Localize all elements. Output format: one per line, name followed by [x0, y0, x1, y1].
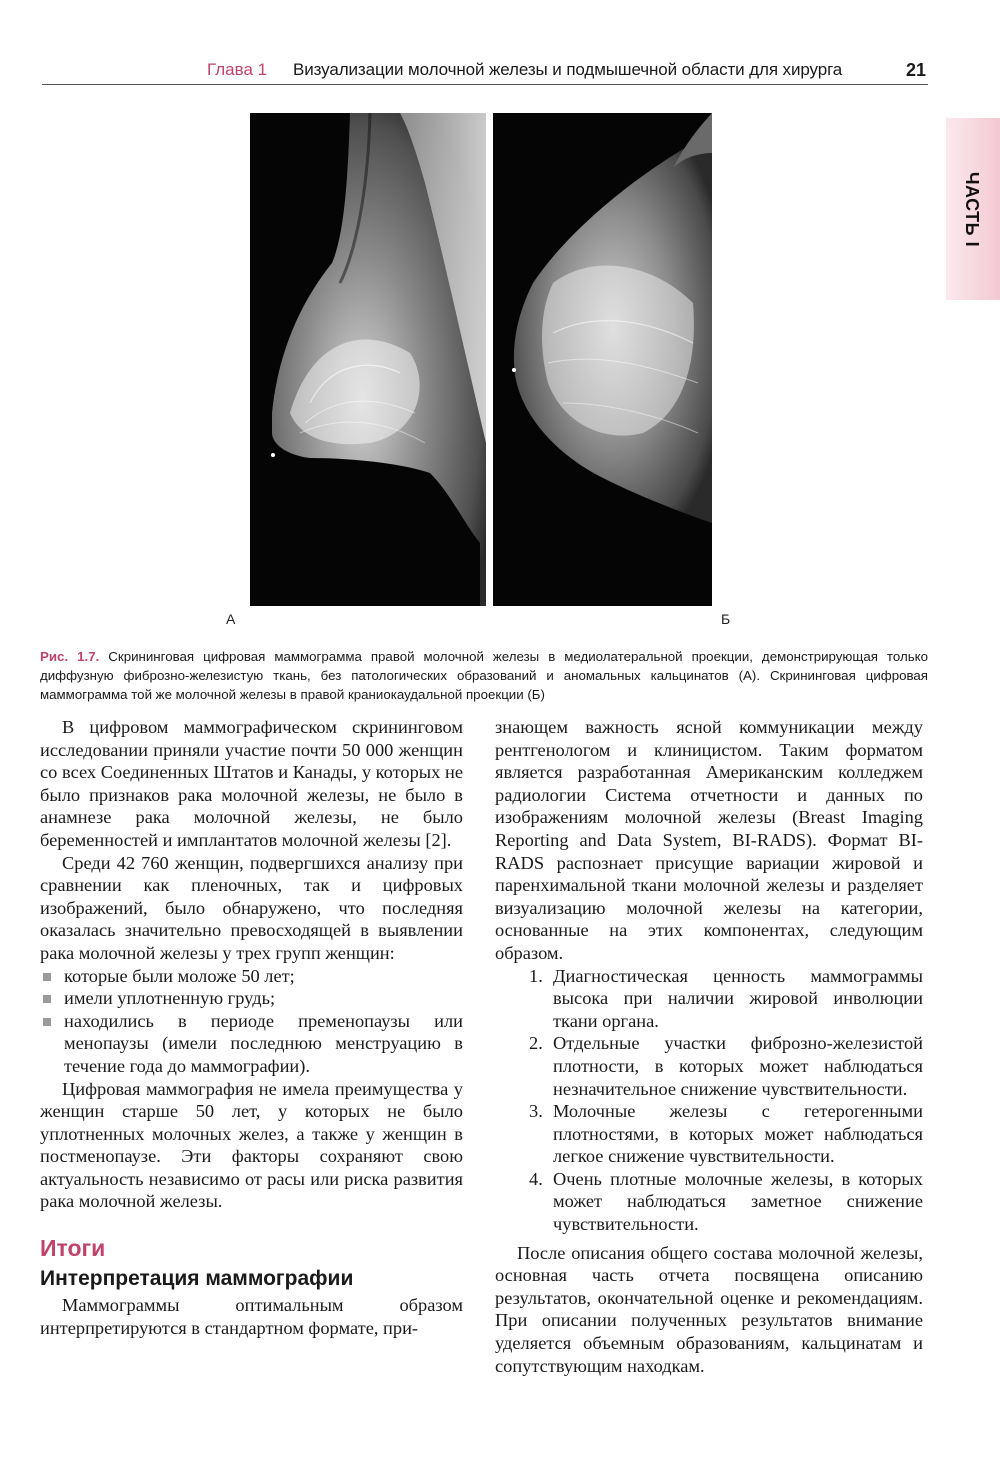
numbered-item	[495, 1032, 923, 1100]
mammogram-a-drawing	[250, 113, 486, 606]
right-column	[495, 716, 923, 1377]
left-paragraph-2: Среди 42 760 женщин, подвергшихся анализу при сравнении как пленочных, так и цифровых изображений, было обнаружено, что последняя оказалась значительно превосходящей в выявлении рака молочной железы у трех групп женщин:	[40, 852, 463, 963]
numbered-item	[495, 1100, 923, 1168]
bullet-list	[40, 965, 463, 1078]
section-heading: Итоги	[40, 1235, 106, 1262]
left-column	[40, 716, 463, 1339]
figure-label-b: Б	[721, 611, 731, 627]
item-text: Очень плотные молочные железы, в которых может наблюдаться заметное снижение чувствительности.	[553, 1168, 923, 1235]
mammogram-image-a	[250, 113, 486, 606]
item-text: Диагностическая ценность маммограммы высока при наличии жировой инволюции ткани органа.	[553, 965, 923, 1031]
page-number: 21	[906, 60, 927, 80]
right-paragraph-2: После описания общего состава молочной железы, основная часть отчета посвящена описанию результатов, окончательной оценке и рекомендациям. При описании полученных результатов внимание уделяется объемным образованиям, кальцинатам и сопутствующим находкам.	[495, 1242, 923, 1376]
numbered-item	[495, 965, 923, 1033]
part-tab-label-box	[952, 118, 992, 300]
left-paragraph-3: Цифровая маммография не имела преимущества у женщин старше 50 лет, у которых не было уплотненных молочных желез, а также у женщин в постменопаузе. Эти факторы сохраняют свою актуальность независимо от расы или риска развития рака молочной железы.	[40, 1078, 463, 1212]
item-number: 4.	[529, 1168, 543, 1189]
figure-number: Рис. 1.7.	[40, 649, 100, 664]
bullet-item: которые были моложе 50 лет;	[40, 965, 463, 988]
bullet-item: находились в периоде пременопаузы или менопаузы (имели последнюю менструацию в течение года до маммографии).	[40, 1010, 463, 1078]
item-text: Молочные железы с гетерогенными плотностями, в которых может наблюдаться легкое снижение чувствительности.	[553, 1101, 923, 1167]
numbered-list	[495, 965, 923, 1236]
figure-caption-text: Скрининговая цифровая маммограмма правой молочной железы в медиолатеральной проекции, демонстрирующая только диффузную фиброзно-железистую ткань, без патологических образований и аномальных кальцинатов (А). Скрининговая цифровая маммограмма той же молочной железы в правой краниокаудальной проекции (Б)	[40, 649, 928, 702]
numbered-item	[495, 1168, 923, 1236]
bullet-item: имели уплотненную грудь;	[40, 987, 463, 1010]
mammogram-image-b	[493, 113, 712, 606]
part-tab-label: ЧАСТЬ I	[962, 171, 983, 247]
item-number: 3.	[529, 1101, 543, 1122]
mammogram-b-drawing	[493, 113, 712, 606]
right-paragraph-1: знающем важность ясной коммуникации между рентгенологом и клиницистом. Таким форматом является разработанная Американским колледжем радиологии Система отчетности и данных по изображениям молочной железы (Breast Imaging Reporting and Data System, BI-RADS). Формат BI-RADS распознает присущие вариации жировой и паренхимальной ткани молочной железы и разделяет визуализацию молочной железы на категории, основанные на этих компонентах, следующим образом.	[495, 717, 923, 963]
left-paragraph-1: В цифровом маммографическом скрининговом исследовании приняли участие почти 50 000 женщин со всех Соединенных Штатов и Канады, у которых не было признаков рака молочной железы, не было в анамнезе рака молочной железы, не было беременностей и имплантатов молочной железы [2].	[40, 717, 463, 850]
left-paragraph-4: Маммограммы оптимальным образом интерпретируются в стандартном формате, при-	[40, 1295, 463, 1338]
item-text: Отдельные участки фиброзно-железистой плотности, в которых может наблюдаться незначительное снижение чувствительности.	[553, 1033, 923, 1099]
figure-caption	[40, 647, 928, 704]
item-number: 1.	[529, 965, 543, 986]
running-title: Визуализации молочной железы и подмышечной области для хирурга	[293, 60, 843, 79]
chapter-label: Глава 1	[207, 60, 268, 79]
subsection-heading: Интерпретация маммографии	[40, 1266, 354, 1290]
item-number: 2.	[529, 1033, 543, 1054]
header-rule	[42, 84, 928, 85]
figure-label-a: А	[226, 611, 236, 627]
